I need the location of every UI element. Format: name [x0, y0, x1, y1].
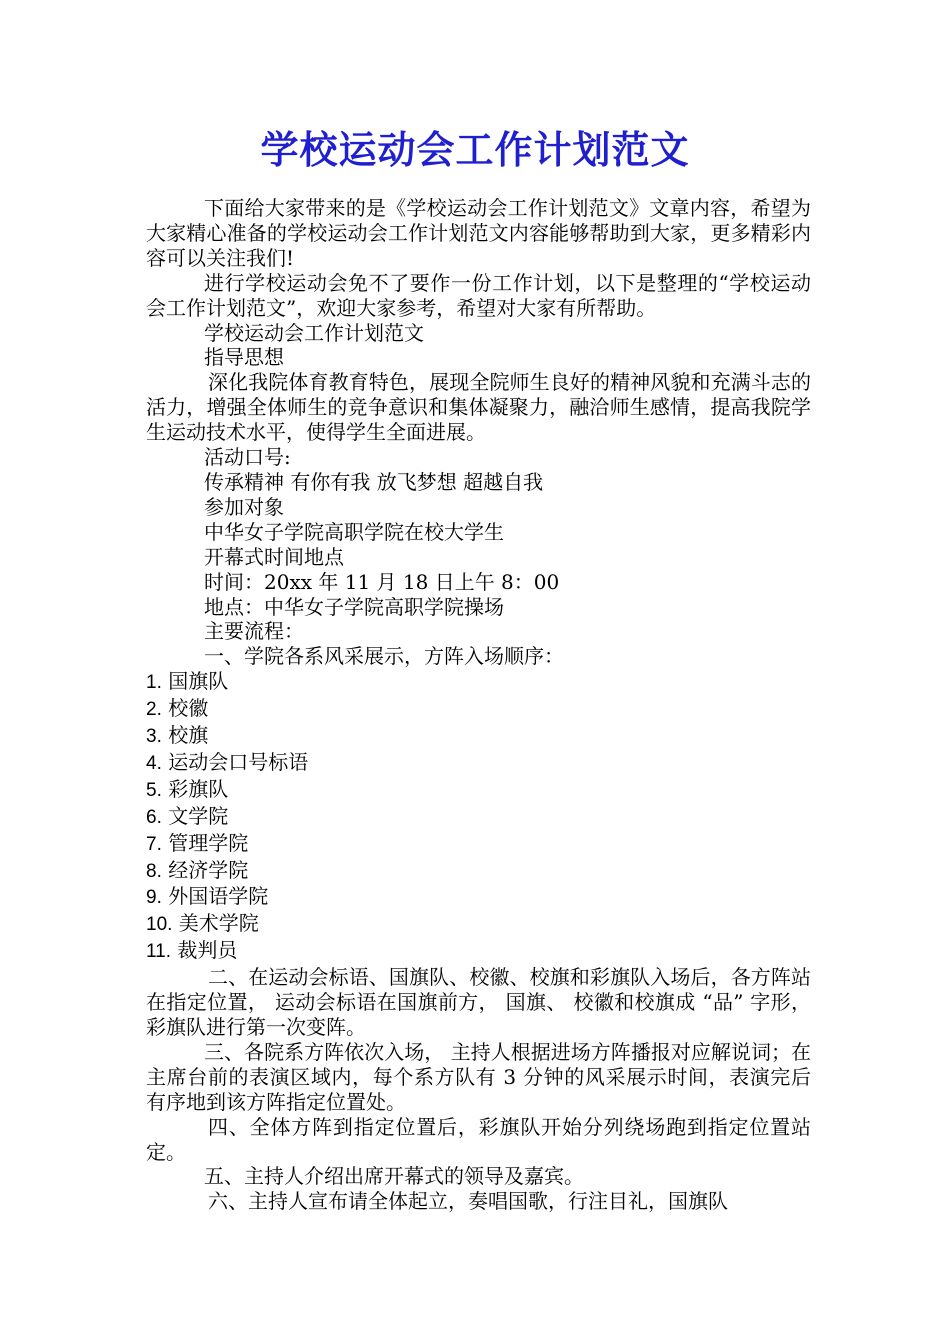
list-item-number: 6.	[146, 806, 162, 828]
list-item-label: 文学院	[168, 803, 229, 828]
list-item-label: 美术学院	[178, 911, 259, 936]
list-item	[146, 911, 811, 938]
list-item-label: 管理学院	[168, 830, 249, 855]
step-six: 六、主持人宣布请全体起立，奏唱国歌，行注目礼，国旗队	[208, 1189, 728, 1214]
list-item-label: 国旗队	[168, 669, 229, 694]
step-five: 五、主持人介绍出席开幕式的领导及嘉宾。	[204, 1164, 584, 1189]
list-item	[146, 884, 811, 911]
list-item-label: 经济学院	[168, 857, 249, 882]
opening-place: 地点：中华女子学院高职学院操场	[204, 594, 504, 619]
step-one: 一、学院各系风采展示，方阵入场顺序：	[204, 644, 564, 669]
list-item-number: 5.	[146, 779, 162, 801]
list-item-number: 7.	[146, 833, 162, 855]
list-item-number: 1.	[146, 672, 162, 694]
list-item-label: 外国语学院	[168, 884, 269, 909]
document-title: 学校运动会工作计划范文	[260, 127, 690, 172]
list-item-number: 2.	[146, 699, 162, 721]
step-four: 四、全体方阵到指定位置后，彩旗队开始分列绕场跑到指定位置站定。	[146, 1114, 811, 1164]
list-item	[146, 804, 811, 831]
process-heading: 主要流程：	[204, 619, 304, 644]
list-item	[146, 777, 811, 804]
step-two: 二、在运动会标语、国旗队、校徽、校旗和彩旗队入场后，各方阵站在指定位置， 运动会标语在国旗前方， 国旗、 校徽和校旗成 “品” 字形，彩旗队进行第一次变阵。	[146, 965, 811, 1039]
slogan-text: 传承精神 有你有我 放飞梦想 超越自我	[204, 469, 544, 494]
participants-text: 中华女子学院高职学院在校大学生	[204, 519, 504, 544]
step-three: 三、各院系方阵依次入场， 主持人根据进场方阵播报对应解说词；在主席台前的表演区域内，每个系方队有 3 分钟的风采展示时间，表演完后有序地到该方阵指定位置处。	[146, 1039, 811, 1114]
slogan-heading: 活动口号:	[204, 445, 291, 470]
list-item-number: 8.	[146, 860, 162, 882]
document-body	[146, 196, 811, 1214]
list-item-number: 10.	[146, 914, 173, 936]
intro-paragraph: 下面给大家带来的是《学校运动会工作计划范文》文章内容，希望为大家精心准备的学校运动会工作计划范文内容能够帮助到大家，更多精彩内容可以关注我们!	[146, 196, 811, 270]
list-item-number: 9.	[146, 887, 162, 909]
list-item-label: 裁判员	[177, 938, 238, 963]
order-list	[146, 669, 811, 965]
list-item	[146, 938, 811, 965]
list-item-label: 彩旗队	[168, 776, 229, 801]
list-item-label: 校旗	[168, 723, 209, 748]
list-item	[146, 669, 811, 696]
subtitle-line: 学校运动会工作计划范文	[204, 320, 424, 345]
list-item-label: 运动会口号标语	[168, 749, 309, 774]
opening-heading: 开幕式时间地点	[204, 544, 344, 569]
list-item	[146, 750, 811, 777]
list-item-label: 校徽	[168, 696, 209, 721]
opening-time: 时间：20xx 年 11 月 18 日上午 8：00	[204, 569, 560, 594]
preface-paragraph: 进行学校运动会免不了要作一份工作计划，以下是整理的“学校运动会工作计划范文”，欢迎大家参考，希望对大家有所帮助。	[146, 270, 811, 320]
list-item	[146, 831, 811, 858]
list-item-number: 3.	[146, 726, 162, 748]
guide-paragraph: 深化我院体育教育特色，展现全院师生良好的精神风貌和充满斗志的活力，增强全体师生的竞争意识和集体凝聚力，融洽师生感情，提高我院学生运动技术水平，使得学生全面进展。	[146, 370, 811, 445]
list-item	[146, 858, 811, 885]
guide-heading: 指导思想	[204, 345, 284, 370]
list-item-number: 4.	[146, 752, 162, 774]
list-item-number: 11.	[146, 941, 172, 963]
participants-heading: 参加对象	[204, 494, 284, 519]
list-item	[146, 696, 811, 723]
list-item	[146, 723, 811, 750]
